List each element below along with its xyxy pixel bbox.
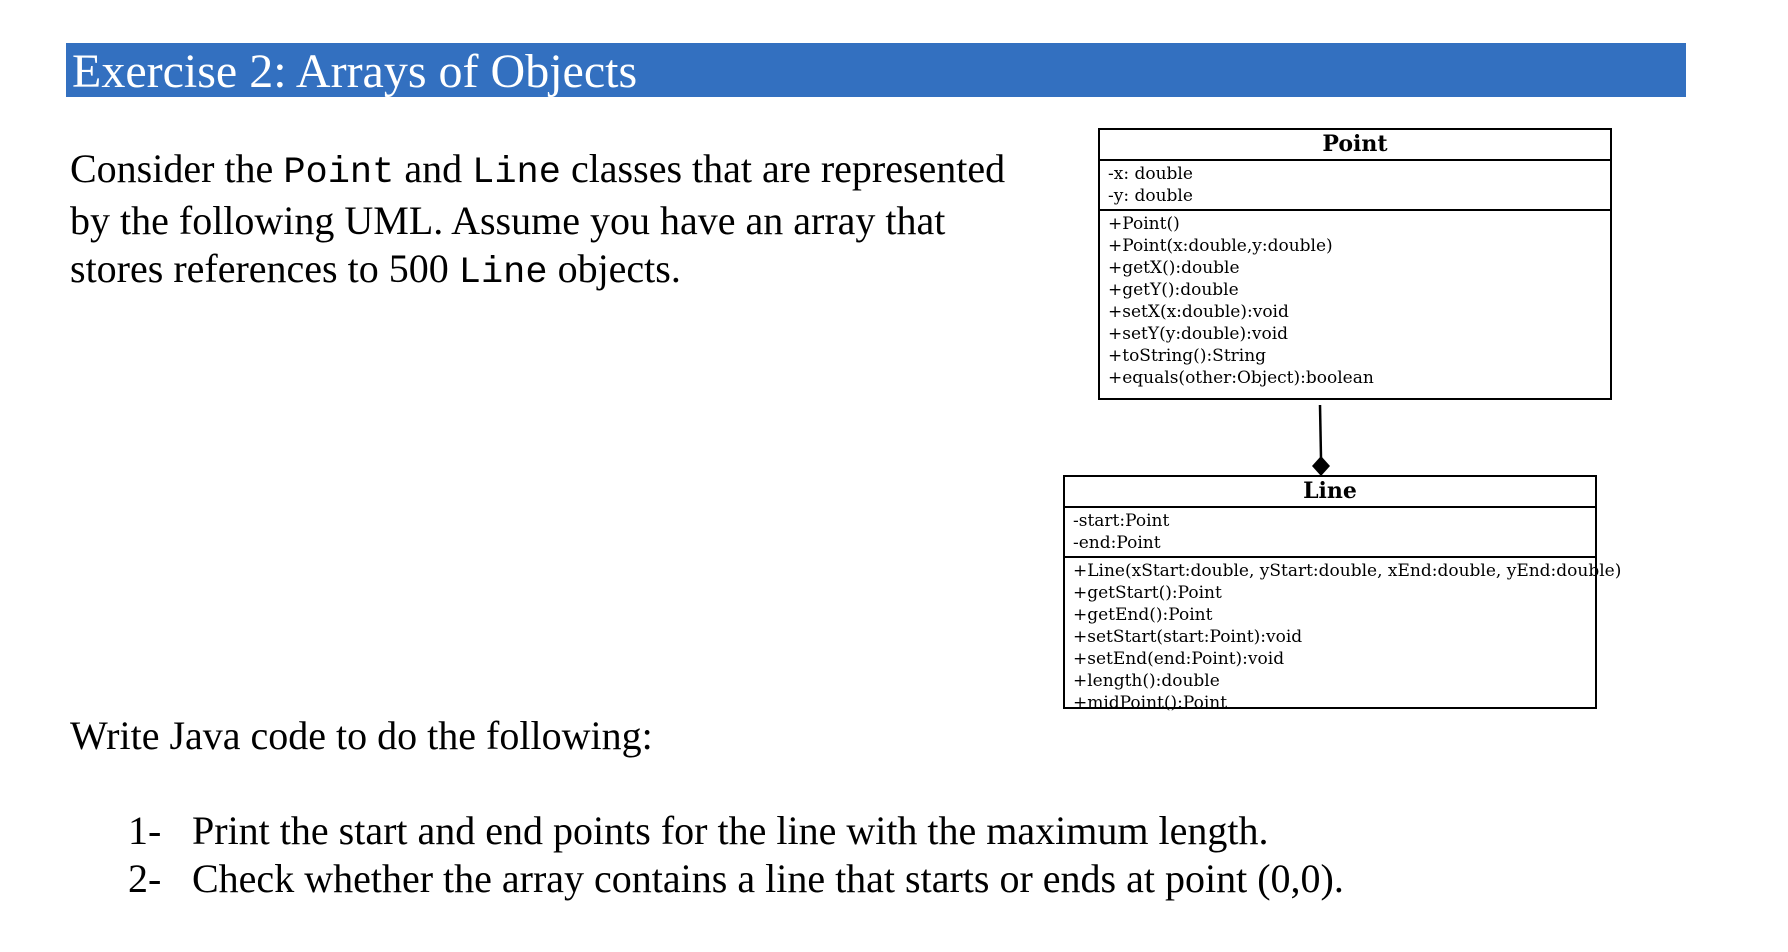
uml-method: +toString():String [1108, 346, 1267, 366]
uml-method: +Line(xStart:double, yStart:double, xEnd:double, yEnd:double) [1073, 561, 1622, 581]
code-line: Line [458, 252, 548, 294]
uml-method: +midPoint():Point [1073, 693, 1228, 713]
uml-attribute: -x: double [1108, 164, 1193, 184]
task-heading: Write Java code to do the following: [70, 713, 653, 758]
task-number: 1- [128, 808, 162, 853]
uml-method: +setEnd(end:Point):void [1073, 649, 1285, 669]
code-line: Line [472, 152, 561, 194]
task-item [128, 855, 1344, 903]
intro-text: objects. [547, 246, 681, 291]
uml-method: +getX():double [1108, 258, 1240, 278]
uml-method: +Point(x:double,y:double) [1108, 236, 1333, 256]
task-text: Check whether the array contains a line that starts or ends at point (0,0). [192, 856, 1344, 901]
uml-attribute: -y: double [1108, 186, 1193, 206]
uml-method: +equals(other:Object):boolean [1108, 368, 1374, 388]
task-number: 2- [128, 856, 162, 901]
uml-association-line [1320, 405, 1321, 458]
uml-method: +setY(y:double):void [1108, 324, 1289, 344]
task-list [128, 807, 1344, 903]
uml-attribute: -start:Point [1073, 511, 1170, 531]
uml-methods [1065, 558, 1622, 716]
uml-method: +length():double [1073, 671, 1220, 691]
uml-method: +Point() [1108, 214, 1180, 234]
uml-method: +getStart():Point [1073, 583, 1222, 603]
intro-text: stores references to 500 [70, 246, 459, 291]
intro-text: and [394, 146, 473, 191]
uml-class-name: Line [1065, 477, 1595, 508]
intro-line-2: by the following UML. Assume you have an array that [70, 198, 946, 243]
uml-class-name: Point [1100, 130, 1610, 161]
intro-text: Consider the [70, 146, 284, 191]
uml-method: +setStart(start:Point):void [1073, 627, 1303, 647]
uml-method: +setX(x:double):void [1108, 302, 1289, 322]
uml-method: +getY():double [1108, 280, 1239, 300]
uml-attribute: -end:Point [1073, 533, 1161, 553]
task-item [128, 807, 1344, 855]
exercise-title: Exercise 2: Arrays of Objects [72, 45, 638, 98]
uml-attributes [1065, 508, 1595, 558]
uml-class-line [1063, 475, 1622, 713]
uml-method: +getEnd():Point [1073, 605, 1213, 625]
composition-diamond-icon [1312, 456, 1330, 476]
intro-text: classes that are represented [560, 146, 1006, 191]
task-text: Print the start and end points for the line with the maximum length. [192, 808, 1269, 853]
code-point: Point [283, 152, 395, 194]
